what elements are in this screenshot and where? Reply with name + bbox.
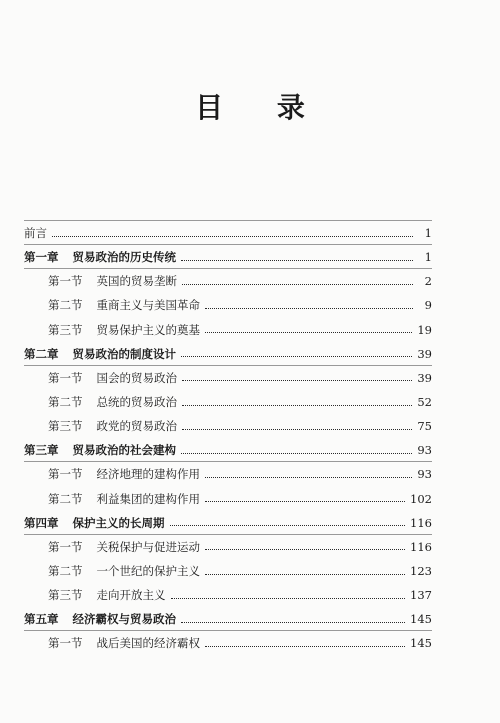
toc-chapter-entry bbox=[24, 245, 432, 269]
toc-entry-label bbox=[48, 540, 200, 554]
toc-chapter-entry bbox=[24, 511, 432, 535]
toc-page-number: 2 bbox=[424, 274, 432, 289]
toc-entry-label bbox=[48, 419, 177, 433]
toc-entry-number: 第三节 bbox=[48, 322, 83, 337]
toc-section-entry bbox=[24, 535, 432, 559]
toc-chapter-entry bbox=[24, 438, 432, 462]
toc-page-number: 93 bbox=[417, 467, 432, 482]
toc-entry-title: 经济霸权与贸易政治 bbox=[72, 612, 176, 627]
toc-entry-number: 第三节 bbox=[48, 588, 83, 603]
toc-section-entry bbox=[24, 631, 432, 655]
toc-entry-label bbox=[48, 371, 177, 385]
dot-leader bbox=[205, 574, 405, 575]
toc-section-entry bbox=[24, 318, 432, 342]
toc-entry-title: 重商主义与美国革命 bbox=[96, 298, 200, 313]
dot-leader bbox=[182, 429, 412, 430]
toc-entry-title: 总统的贸易政治 bbox=[96, 395, 177, 410]
toc-page-number: 116 bbox=[410, 515, 432, 530]
toc-entry-title: 英国的贸易垄断 bbox=[96, 274, 177, 289]
dot-leader bbox=[181, 260, 413, 261]
toc-entry-title: 利益集团的建构作用 bbox=[96, 491, 200, 506]
dot-leader bbox=[52, 236, 413, 237]
toc-page-number: 145 bbox=[410, 636, 432, 651]
toc-entry-number: 第四章 bbox=[24, 515, 59, 530]
dot-leader bbox=[170, 525, 406, 526]
toc-page-number: 1 bbox=[424, 250, 432, 265]
toc-chapter-entry bbox=[24, 607, 432, 631]
toc-entry-label bbox=[24, 347, 176, 361]
toc-entry-label bbox=[24, 250, 176, 264]
toc-entry-label bbox=[48, 323, 200, 337]
toc-entry-label bbox=[48, 467, 200, 481]
toc-section-entry bbox=[24, 414, 432, 438]
toc-entry-label bbox=[48, 492, 200, 506]
toc-entry-title: 走向开放主义 bbox=[96, 588, 166, 603]
toc-entry-title: 战后美国的经济霸权 bbox=[96, 636, 200, 651]
toc-page-number: 52 bbox=[417, 395, 432, 410]
toc-section-entry bbox=[24, 559, 432, 583]
toc-entry-title: 国会的贸易政治 bbox=[96, 370, 177, 385]
toc-entry-title: 政党的贸易政治 bbox=[96, 419, 177, 434]
toc-rule bbox=[24, 244, 432, 245]
dot-leader bbox=[181, 622, 405, 623]
dot-leader bbox=[205, 549, 405, 550]
dot-leader bbox=[182, 380, 412, 381]
toc-page-number: 39 bbox=[417, 346, 432, 361]
toc-entry-number: 第五章 bbox=[24, 612, 59, 627]
dot-leader bbox=[181, 356, 412, 357]
toc-entry-number: 第二节 bbox=[48, 298, 83, 313]
toc-section-entry bbox=[24, 366, 432, 390]
toc-preface-entry bbox=[24, 221, 432, 245]
toc-rule bbox=[24, 630, 432, 631]
toc-entry-title: 一个世纪的保护主义 bbox=[96, 564, 200, 579]
toc-top-rule bbox=[24, 220, 432, 221]
toc-entry-title: 前言 bbox=[24, 226, 47, 241]
toc-chapter-entry bbox=[24, 342, 432, 366]
dot-leader bbox=[182, 284, 413, 285]
toc-page-number: 145 bbox=[410, 612, 432, 627]
toc-entry-number: 第二章 bbox=[24, 346, 59, 361]
toc-page-number: 93 bbox=[417, 443, 432, 458]
toc-page-number: 75 bbox=[417, 419, 432, 434]
toc-page-number: 1 bbox=[424, 226, 432, 241]
toc-entry-number: 第三章 bbox=[24, 443, 59, 458]
toc-entry-number: 第三节 bbox=[48, 419, 83, 434]
toc-entry-title: 关税保护与促进运动 bbox=[96, 539, 200, 554]
toc-entry-title: 贸易政治的历史传统 bbox=[72, 250, 176, 265]
toc-entry-label bbox=[24, 612, 176, 626]
toc-page-number: 9 bbox=[424, 298, 432, 313]
toc-section-entry bbox=[24, 583, 432, 607]
toc-entry-title: 贸易政治的社会建构 bbox=[72, 443, 176, 458]
toc-entry-title: 贸易保护主义的奠基 bbox=[96, 322, 200, 337]
dot-leader bbox=[181, 453, 412, 454]
toc-rule bbox=[24, 268, 432, 269]
toc-entry-label bbox=[24, 226, 47, 240]
toc-entry-label bbox=[48, 298, 200, 312]
toc-rule bbox=[24, 461, 432, 462]
toc-entry-number: 第二节 bbox=[48, 491, 83, 506]
toc-entry-number: 第一节 bbox=[48, 370, 83, 385]
page-title: 目 录 bbox=[195, 91, 327, 124]
toc-entry-number: 第一节 bbox=[48, 539, 83, 554]
toc-section-entry bbox=[24, 462, 432, 486]
dot-leader bbox=[182, 405, 412, 406]
dot-leader bbox=[205, 501, 405, 502]
toc-rule bbox=[24, 534, 432, 535]
toc-section-entry bbox=[24, 487, 432, 511]
toc-page-number: 123 bbox=[410, 564, 432, 579]
toc-entry-number: 第一节 bbox=[48, 274, 83, 289]
table-of-contents bbox=[24, 221, 432, 656]
toc-entry-number: 第二节 bbox=[48, 395, 83, 410]
toc-entry-label bbox=[48, 588, 166, 602]
toc-page-number: 116 bbox=[410, 539, 432, 554]
toc-entry-label bbox=[48, 564, 200, 578]
dot-leader bbox=[171, 598, 406, 599]
toc-entry-label bbox=[48, 274, 177, 288]
toc-rule bbox=[24, 365, 432, 366]
toc-entry-number: 第一节 bbox=[48, 636, 83, 651]
toc-section-entry bbox=[24, 390, 432, 414]
toc-entry-label bbox=[48, 636, 200, 650]
toc-page-number: 39 bbox=[417, 370, 432, 385]
toc-section-entry bbox=[24, 269, 432, 293]
toc-page-number: 19 bbox=[417, 322, 432, 337]
toc-entry-label bbox=[24, 443, 176, 457]
toc-entry-number: 第二节 bbox=[48, 564, 83, 579]
toc-entry-label bbox=[24, 516, 165, 530]
toc-section-entry bbox=[24, 293, 432, 317]
dot-leader bbox=[205, 646, 405, 647]
dot-leader bbox=[205, 332, 412, 333]
toc-entry-number: 第一节 bbox=[48, 467, 83, 482]
toc-entry-title: 经济地理的建构作用 bbox=[96, 467, 200, 482]
toc-entry-title: 贸易政治的制度设计 bbox=[72, 346, 176, 361]
toc-entry-number: 第一章 bbox=[24, 250, 59, 265]
toc-entry-title: 保护主义的长周期 bbox=[72, 515, 165, 530]
toc-page-number: 102 bbox=[410, 491, 432, 506]
toc-page-number: 137 bbox=[410, 588, 432, 603]
dot-leader bbox=[205, 308, 413, 309]
dot-leader bbox=[205, 477, 412, 478]
toc-entry-label bbox=[48, 395, 177, 409]
